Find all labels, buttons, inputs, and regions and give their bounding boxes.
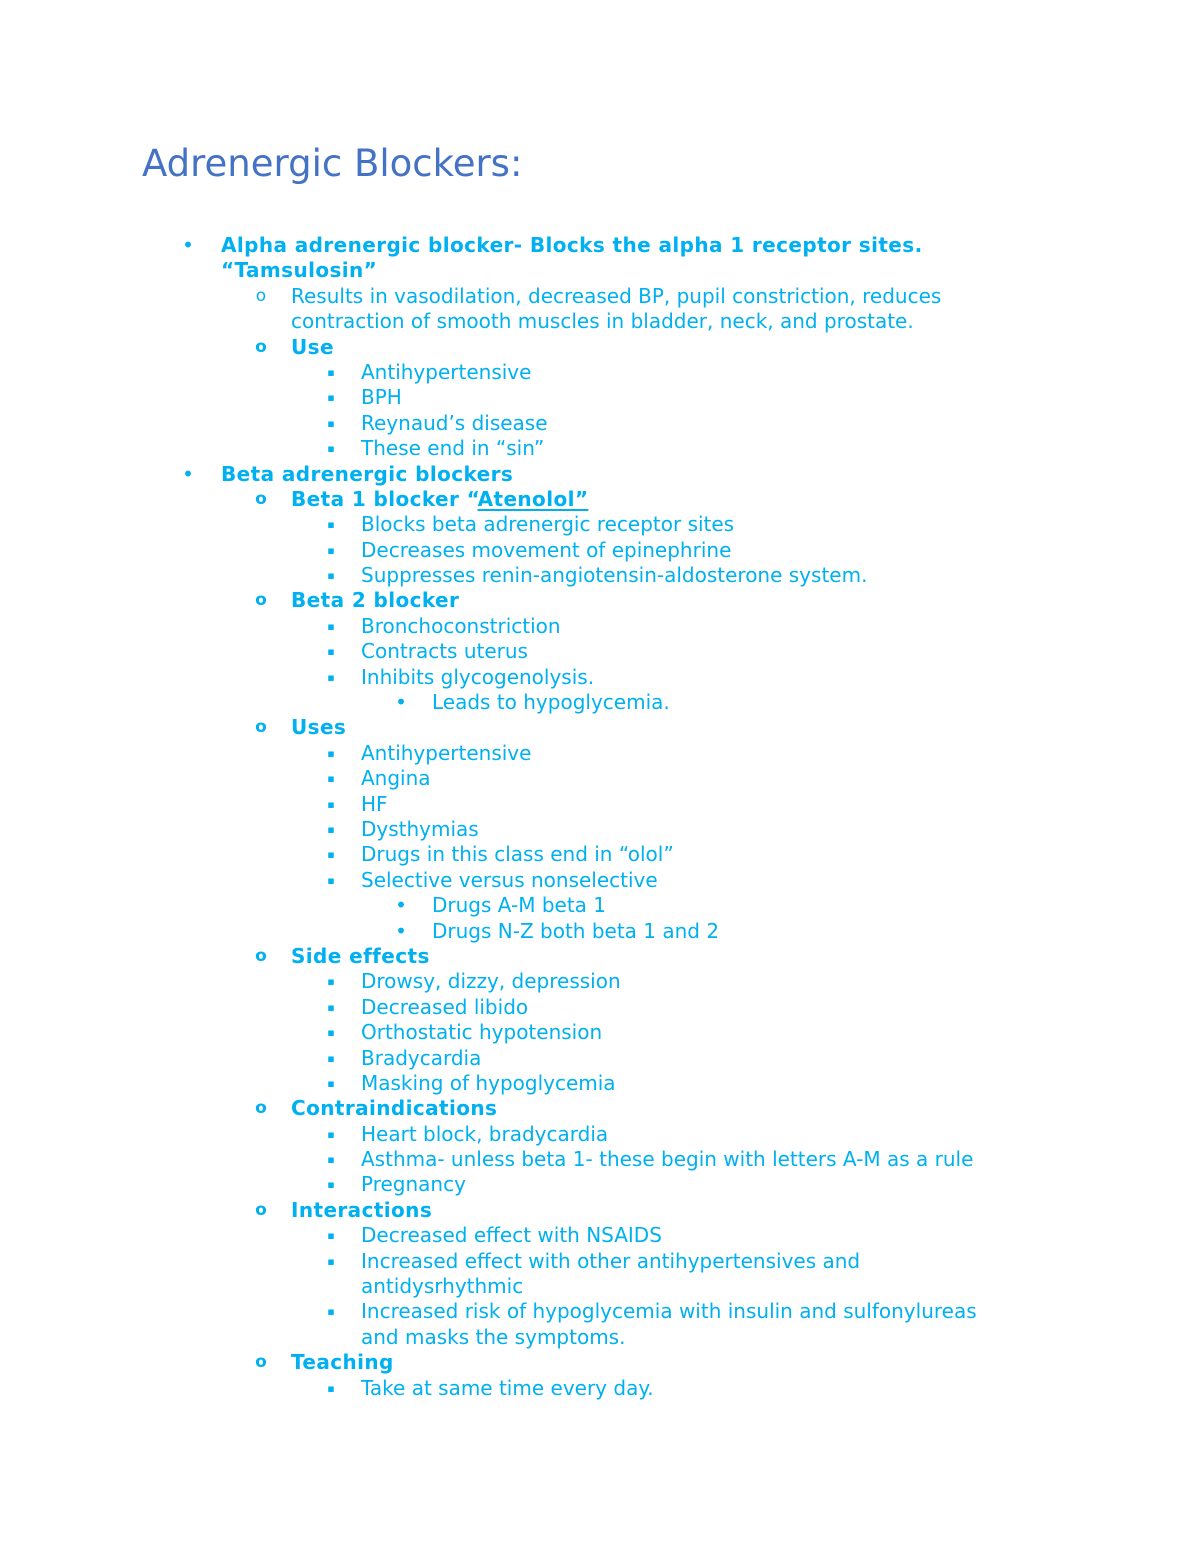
list-item (0, 588, 1200, 613)
square-bullet-icon: ▪ (327, 873, 335, 887)
square-bullet-icon: ▪ (327, 619, 335, 633)
square-bullet-icon: ▪ (327, 1381, 335, 1395)
square-bullet-icon: ▪ (327, 416, 335, 430)
list-item (0, 462, 1200, 487)
uses-sub-item: Drugs N-Z both beta 1 and 2 (432, 918, 720, 943)
square-bullet-icon: ▪ (327, 1076, 335, 1090)
list-item (0, 868, 1200, 893)
circle-bullet-icon: o (255, 1199, 267, 1220)
square-bullet-icon: ▪ (327, 975, 335, 989)
list-item (0, 487, 1200, 512)
beta2-heading: Beta 2 blocker (291, 588, 460, 613)
list-item (0, 741, 1200, 766)
alpha-use-item: These end in “sin” (361, 436, 545, 461)
side-effect-item: Orthostatic hypotension (361, 1020, 603, 1045)
alpha-results-cont: contraction of smooth muscles in bladder, neck, and prostate. (291, 309, 914, 334)
beta1-drug-link[interactable]: Atenolol” (477, 486, 589, 511)
beta1-item: Suppresses renin-angiotensin-aldosterone system. (361, 563, 868, 588)
square-bullet-icon: ▪ (327, 1051, 335, 1065)
contraindications-heading: Contraindications (291, 1096, 498, 1121)
uses-item: Antihypertensive (361, 740, 532, 765)
bullet-icon: • (395, 918, 407, 943)
square-bullet-icon: ▪ (327, 1026, 335, 1040)
list-item (0, 817, 1200, 842)
alpha-use-item: Antihypertensive (361, 359, 532, 384)
square-bullet-icon: ▪ (327, 645, 335, 659)
alpha-use-item: BPH (361, 385, 402, 410)
side-effect-item: Drowsy, dizzy, depression (361, 969, 621, 994)
beta2-item: Contracts uterus (361, 639, 528, 664)
circle-bullet-icon: o (255, 1352, 267, 1373)
bullet-icon: • (395, 690, 407, 715)
side-effect-item: Masking of hypoglycemia (361, 1070, 616, 1095)
list-item (0, 969, 1200, 994)
bullet-icon: • (182, 233, 194, 257)
square-bullet-icon: ▪ (327, 543, 335, 557)
list-item (0, 665, 1200, 690)
list-item (0, 766, 1200, 791)
square-bullet-icon: ▪ (327, 1305, 335, 1319)
list-item (0, 335, 1200, 360)
list-item (0, 944, 1200, 969)
list-item (0, 690, 1200, 715)
list-item (0, 512, 1200, 537)
circle-bullet-icon: o (255, 285, 267, 306)
list-item (0, 1376, 1200, 1401)
beta1-item: Decreases movement of epinephrine (361, 537, 732, 562)
circle-bullet-icon: o (255, 717, 267, 738)
circle-bullet-icon: o (255, 1098, 267, 1119)
circle-bullet-icon: o (255, 590, 267, 611)
square-bullet-icon: ▪ (327, 518, 335, 532)
beta2-item: Bronchoconstriction (361, 613, 561, 638)
beta2-sub-item: Leads to hypoglycemia. (432, 690, 670, 715)
interaction-item: Increased effect with other antihypertensives and (361, 1248, 861, 1273)
uses-item: Selective versus nonselective (361, 867, 658, 892)
interaction-item: Decreased effect with NSAIDS (361, 1223, 662, 1248)
beta2-item: Inhibits glycogenolysis. (361, 664, 595, 689)
beta1-item: Blocks beta adrenergic receptor sites (361, 512, 735, 537)
list-item (0, 792, 1200, 817)
list-item (0, 563, 1200, 588)
list-item-continuation (0, 258, 1200, 283)
list-item (0, 1096, 1200, 1121)
side-effects-heading: Side effects (291, 943, 430, 968)
list-item (0, 436, 1200, 461)
circle-bullet-icon: o (255, 488, 267, 509)
square-bullet-icon: ▪ (327, 772, 335, 786)
list-item (0, 1122, 1200, 1147)
list-item (0, 1350, 1200, 1375)
square-bullet-icon: ▪ (327, 1153, 335, 1167)
uses-item: HF (361, 791, 388, 816)
list-item (0, 614, 1200, 639)
square-bullet-icon: ▪ (327, 670, 335, 684)
square-bullet-icon: ▪ (327, 1000, 335, 1014)
interactions-heading: Interactions (291, 1197, 433, 1222)
list-item (0, 1223, 1200, 1248)
list-item-continuation (0, 1325, 1200, 1350)
square-bullet-icon: ▪ (327, 746, 335, 760)
list-item (0, 1020, 1200, 1045)
list-item (0, 1147, 1200, 1172)
beta1-heading-prefix: Beta 1 blocker “ (291, 486, 478, 511)
square-bullet-icon: ▪ (327, 1178, 335, 1192)
square-bullet-icon: ▪ (327, 797, 335, 811)
alpha-heading-drug: “Tamsulosin” (221, 258, 378, 283)
list-item (0, 842, 1200, 867)
interaction-item-cont: and masks the symptoms. (361, 1324, 626, 1349)
list-item (0, 411, 1200, 436)
list-item (0, 1172, 1200, 1197)
alpha-use-heading: Use (291, 334, 334, 359)
uses-heading: Uses (291, 715, 347, 740)
bullet-icon: • (395, 893, 407, 918)
list-item (0, 1249, 1200, 1274)
square-bullet-icon: ▪ (327, 569, 335, 583)
list-item (0, 1046, 1200, 1071)
uses-sub-item: Drugs A-M beta 1 (432, 893, 607, 918)
teaching-item: Take at same time every day. (361, 1375, 654, 1400)
square-bullet-icon: ▪ (327, 848, 335, 862)
square-bullet-icon: ▪ (327, 1229, 335, 1243)
interaction-item: Increased risk of hypoglycemia with insulin and sulfonylureas (361, 1299, 977, 1324)
square-bullet-icon: ▪ (327, 365, 335, 379)
alpha-results: Results in vasodilation, decreased BP, pupil constriction, reduces (291, 283, 942, 308)
list-item (0, 1299, 1200, 1324)
list-item (0, 1071, 1200, 1096)
uses-item: Drugs in this class end in “olol” (361, 842, 674, 867)
list-item (0, 919, 1200, 944)
list-item (0, 284, 1200, 309)
page-title: Adrenergic Blockers: (142, 142, 523, 185)
list-item (0, 639, 1200, 664)
circle-bullet-icon: o (255, 336, 267, 357)
list-item (0, 995, 1200, 1020)
list-item (0, 1198, 1200, 1223)
list-item-continuation (0, 1274, 1200, 1299)
square-bullet-icon: ▪ (327, 442, 335, 456)
beta1-heading (291, 487, 588, 512)
contraindication-item: Pregnancy (361, 1172, 466, 1197)
uses-item: Angina (361, 766, 431, 791)
bullet-icon: • (182, 461, 194, 486)
list-item (0, 360, 1200, 385)
square-bullet-icon: ▪ (327, 391, 335, 405)
circle-bullet-icon: o (255, 945, 267, 966)
list-item (0, 538, 1200, 563)
list-item (0, 385, 1200, 410)
square-bullet-icon: ▪ (327, 1127, 335, 1141)
contraindication-item: Heart block, bradycardia (361, 1121, 609, 1146)
contraindication-item: Asthma- unless beta 1- these begin with letters A-M as a rule (361, 1147, 974, 1172)
teaching-heading: Teaching (291, 1350, 394, 1375)
side-effect-item: Bradycardia (361, 1045, 482, 1070)
alpha-use-item: Reynaud’s disease (361, 410, 548, 435)
list-item (0, 233, 1200, 258)
alpha-heading: Alpha adrenergic blocker- Blocks the alpha 1 receptor sites. (221, 233, 923, 257)
outline-list (0, 233, 1200, 1401)
square-bullet-icon: ▪ (327, 822, 335, 836)
list-item (0, 715, 1200, 740)
beta-heading: Beta adrenergic blockers (221, 461, 514, 486)
list-item (0, 893, 1200, 918)
interaction-item-cont: antidysrhythmic (361, 1274, 524, 1299)
uses-item: Dysthymias (361, 816, 479, 841)
side-effect-item: Decreased libido (361, 994, 529, 1019)
square-bullet-icon: ▪ (327, 1254, 335, 1268)
list-item-continuation (0, 309, 1200, 334)
